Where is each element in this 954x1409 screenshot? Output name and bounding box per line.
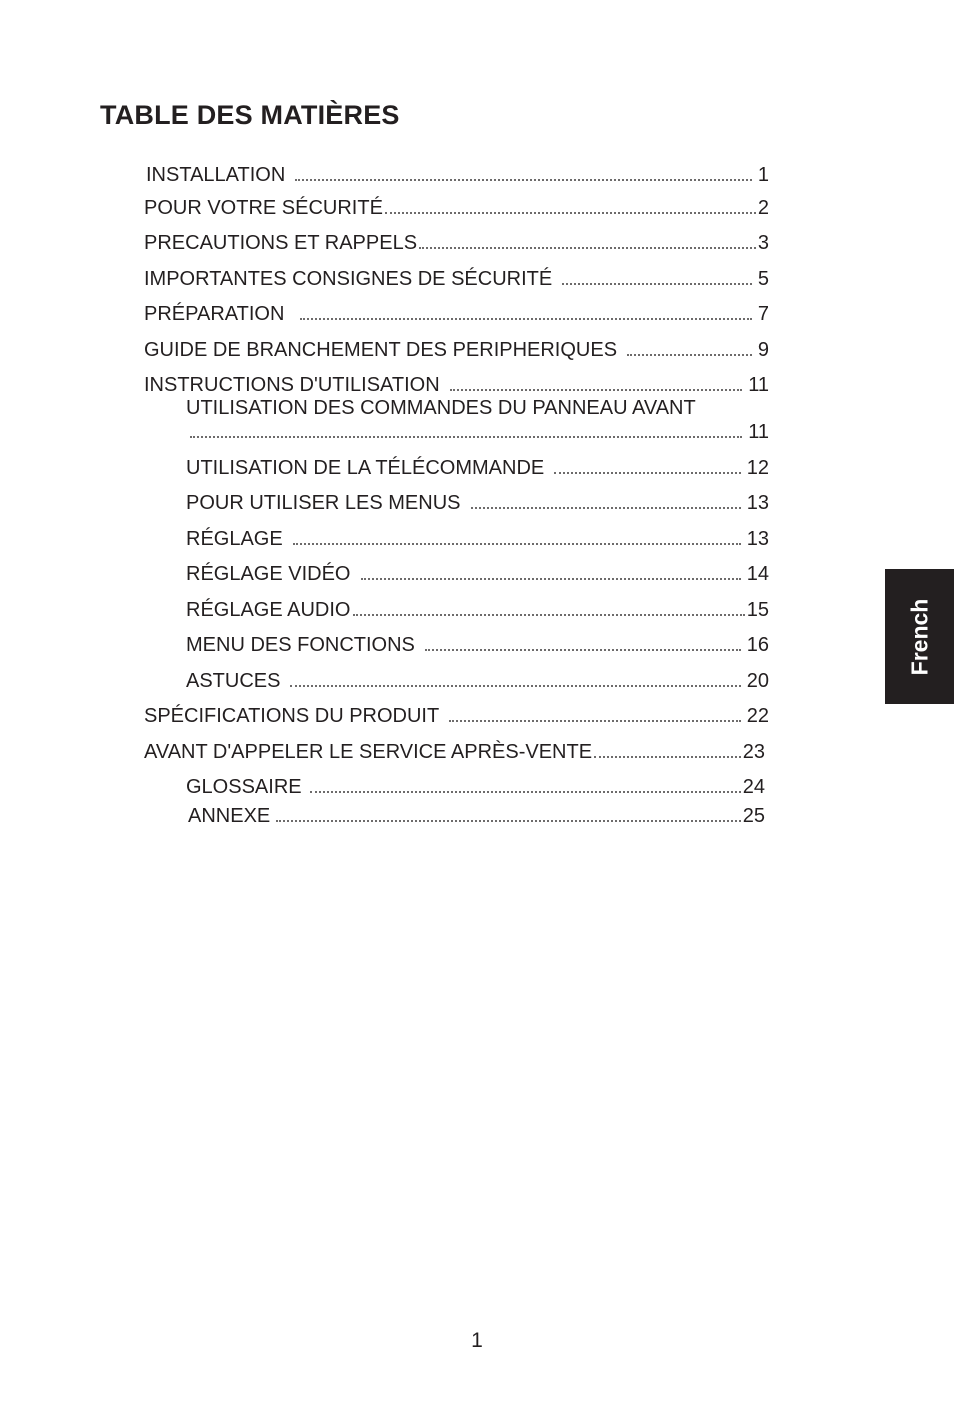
- toc-entry-label: IMPORTANTES CONSIGNES DE SÉCURITÉ: [144, 268, 553, 290]
- toc-entry-label: GUIDE DE BRANCHEMENT DES PERIPHERIQUES: [144, 339, 618, 361]
- toc-entry-page: 14: [746, 563, 769, 585]
- toc-entry-label: POUR UTILISER LES MENUS: [186, 492, 461, 514]
- toc-entry-label: PRÉPARATION: [144, 303, 285, 325]
- toc-entry-page: 15: [746, 599, 769, 621]
- toc-entry-page: 9: [757, 339, 769, 361]
- toc-entry-annexe[interactable]: [188, 804, 765, 828]
- dot-leader: [310, 791, 741, 793]
- toc-entry-page: 3: [757, 232, 769, 254]
- toc-entry-label: INSTRUCTIONS D'UTILISATION: [144, 374, 440, 396]
- toc-entry-reglage[interactable]: [186, 527, 769, 551]
- toc-entry-continuation: [190, 420, 769, 444]
- toc-entry-reglage-audio[interactable]: [186, 598, 769, 622]
- toc-entry-page: 13: [746, 492, 769, 514]
- dot-leader: [361, 578, 741, 580]
- toc-entry-label: INSTALLATION: [146, 164, 286, 186]
- page-number: 1: [471, 1329, 483, 1352]
- toc-entry-label: SPÉCIFICATIONS DU PRODUIT: [144, 705, 440, 727]
- toc-entry-label: ANNEXE: [188, 805, 271, 827]
- dot-leader: [449, 720, 741, 722]
- toc-entry-consignes-securite[interactable]: [144, 267, 769, 291]
- toc-entry-page: 16: [746, 634, 769, 656]
- dot-leader: [300, 318, 751, 320]
- toc-entry-page: 25: [742, 805, 765, 827]
- toc-entry-installation[interactable]: [146, 163, 769, 187]
- toc-entry-page: 22: [746, 705, 769, 727]
- toc-entry-label: UTILISATION DE LA TÉLÉCOMMANDE: [186, 457, 545, 479]
- dot-leader: [627, 354, 752, 356]
- dot-leader: [471, 507, 741, 509]
- toc-entry-service-apres-vente[interactable]: [144, 740, 765, 764]
- toc-entry-utiliser-menus[interactable]: [186, 491, 769, 515]
- dot-leader: [425, 649, 741, 651]
- language-tab: [885, 569, 954, 704]
- toc-entry-page: 13: [746, 528, 769, 550]
- dot-leader: [450, 389, 743, 391]
- toc-entry-label: RÉGLAGE: [186, 528, 283, 550]
- toc-entry-instructions[interactable]: [144, 373, 769, 397]
- toc-entry-page: 11: [748, 421, 769, 443]
- toc-entry-guide-branchement[interactable]: [144, 338, 769, 362]
- toc-entry-precautions[interactable]: [144, 231, 769, 255]
- dot-leader: [190, 436, 742, 438]
- toc-entry-page: 12: [746, 457, 769, 479]
- toc-entry-label: RÉGLAGE AUDIO: [186, 599, 351, 621]
- dot-leader: [594, 756, 741, 758]
- toc-entry-label: PRECAUTIONS ET RAPPELS: [144, 232, 418, 254]
- toc-entry-page: 20: [746, 670, 769, 692]
- language-tab-label: French: [906, 598, 932, 675]
- dot-leader: [353, 614, 745, 616]
- toc-entry-label: POUR VOTRE SÉCURITÉ: [144, 197, 383, 219]
- toc-entry-page: 24: [742, 776, 765, 798]
- toc-entry-label: AVANT D'APPELER LE SERVICE APRÈS-VENTE: [144, 741, 593, 763]
- toc-entry-pour-votre-securite[interactable]: [144, 196, 769, 220]
- toc-entry-reglage-video[interactable]: [186, 562, 769, 586]
- page-title: TABLE DES MATIÈRES: [100, 100, 400, 130]
- toc-entry-label: MENU DES FONCTIONS: [186, 634, 415, 656]
- toc-entry-label: RÉGLAGE VIDÉO: [186, 563, 351, 585]
- toc-entry-page: 11: [748, 374, 769, 396]
- toc-entry-telecommande[interactable]: [186, 456, 769, 480]
- dot-leader: [276, 820, 741, 822]
- toc-entry-label: ASTUCES: [186, 670, 281, 692]
- toc-entry-preparation[interactable]: [144, 302, 769, 326]
- toc-entry-label: UTILISATION DES COMMANDES DU PANNEAU AVANT: [186, 397, 696, 419]
- dot-leader: [290, 685, 740, 687]
- dot-leader: [419, 247, 756, 249]
- dot-leader: [562, 283, 752, 285]
- toc-entry-page: 23: [742, 741, 765, 763]
- dot-leader: [554, 472, 741, 474]
- toc-entry-page: 5: [757, 268, 769, 290]
- dot-leader: [295, 179, 752, 181]
- dot-leader: [293, 543, 741, 545]
- toc-entry-page: 7: [757, 303, 769, 325]
- toc-entry-page: 1: [757, 164, 769, 186]
- toc-entry-page: 2: [757, 197, 769, 219]
- toc-entry-astuces[interactable]: [186, 669, 769, 693]
- toc-entry-glossaire[interactable]: [186, 775, 765, 799]
- dot-leader: [385, 212, 756, 214]
- toc-entry-specifications[interactable]: [144, 704, 769, 728]
- toc-entry-menu-fonctions[interactable]: [186, 633, 769, 657]
- toc-entry-label: GLOSSAIRE: [186, 776, 302, 798]
